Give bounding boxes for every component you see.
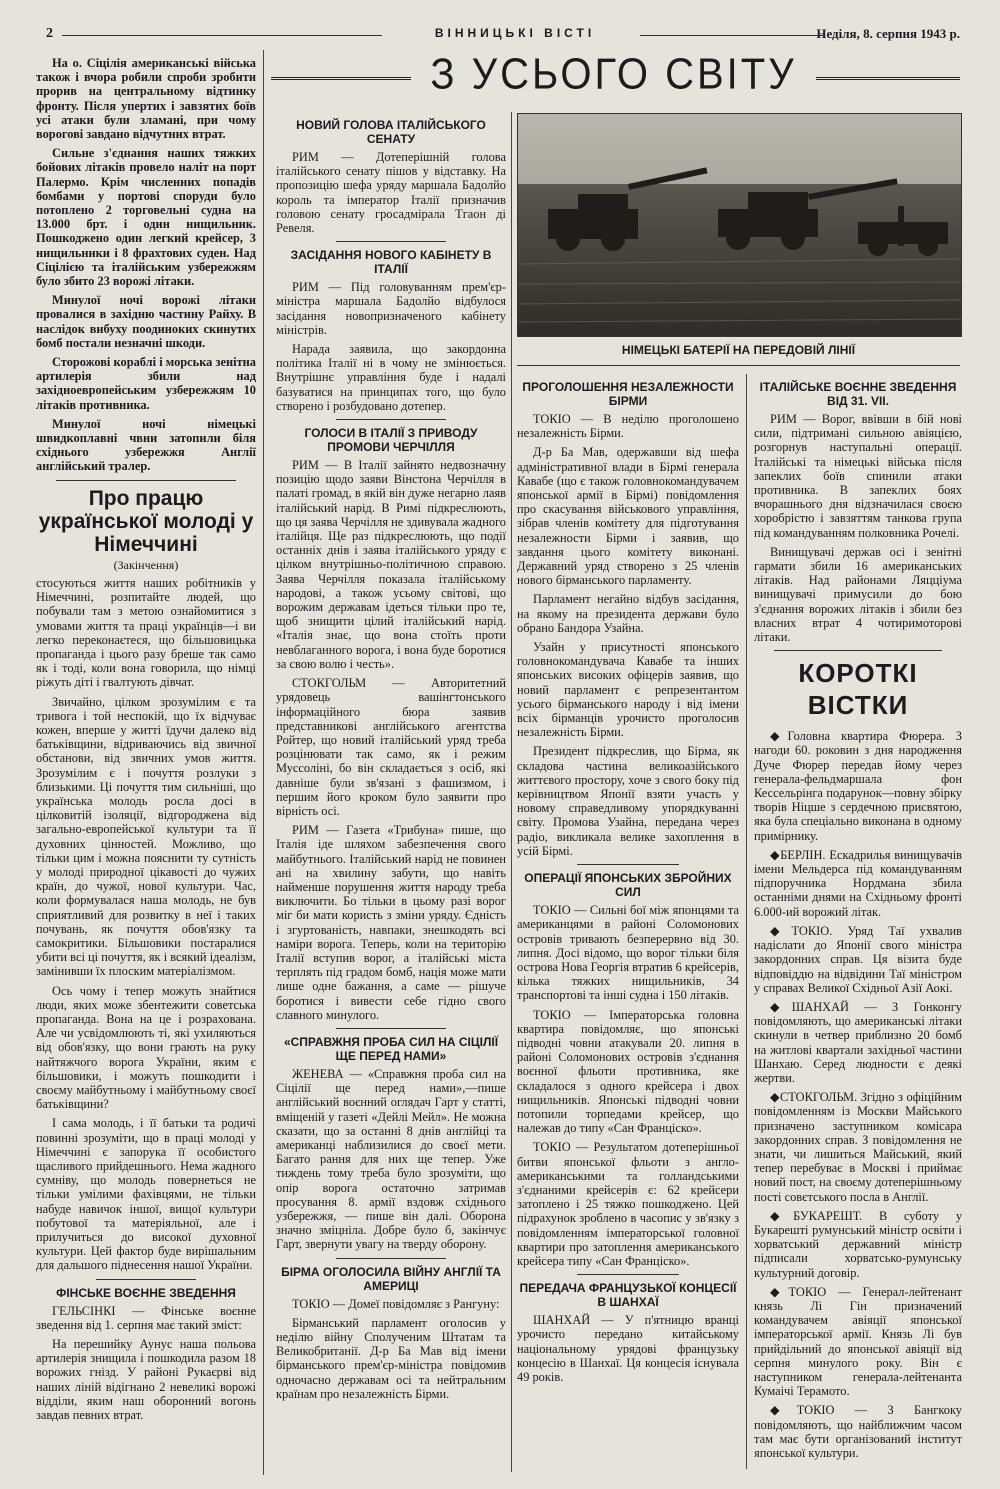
paragraph: ГЕЛЬСІНКІ — Фінське воєнне зведення від 1. серпня має такий зміст: xyxy=(36,1303,256,1332)
page-number: 2 xyxy=(46,26,53,41)
article-title: ГОЛОСИ В ІТАЛІЇ З ПРИВОДУ ПРОМОВИ ЧЕРЧІЛЛЯ xyxy=(304,426,478,455)
divider xyxy=(774,650,942,651)
issue-date: Неділя, 8. серпня 1943 р. xyxy=(816,26,960,41)
article-title: БІРМА ОГОЛОСИЛА ВІЙНУ АНГЛІЇ ТА АМЕРИЦІ xyxy=(281,1264,501,1293)
short-news-item: ◆ШАНХАЙ — З Гонконгу повідомляють, що американські літаки скинули в четвер приблизно 20 бомб на житлові квартали західньої частини Шанхаю. Серед людности є деякі жертви. xyxy=(754,999,962,1085)
paragraph: ШАНХАЙ — У п'ятницю вранці урочисто передано китайському національному урядові французьку концесію в Шанхаї. Ця концесія існувала 49 років. xyxy=(517,1313,739,1384)
paragraph: Президент підкреслив, що Бірма, як складова частина великоазійського життєвого простору, хоче з свого боку під керівництвом Японії взяти участь у новому справедливому упорядкуванні світу. Промова Узайна, передана через радіо, викликала велике захоплення в усій Бірмі. xyxy=(517,744,739,858)
short-news-item: ◆Головна квартира Фюрера. З нагоди 60. роковин з дня народження Дуче Фюрер передав йому через генерала-фельдмаршала фон Кессельрінга подарунок—повну збірку творів Ніцше з сердечною присвятою, яка була спеціально виконана в одному примірнику. xyxy=(754,729,962,843)
column-4 xyxy=(754,374,962,1465)
section-title: З УСЬОГО СВІТУ xyxy=(430,49,797,99)
paragraph: Д-р Ба Мав, одержавши від шефа адміністративної влади в Бірмі генерала Кавабе (що є також головнокомандувачем японської армії в Бірмі) повідомлення про скасування військового управління, зібрав членів комітету для підготування незалежности Бірми і заявив, що завдання цього комітету виконані. Державний уряд створено з 25 членів нового бірманського парламенту. xyxy=(517,445,739,588)
article-title: Про працю української молоді у Німеччині xyxy=(38,486,254,556)
short-news-item: ◆ТОКІО — З Бангкоку повідомляють, що найближчим часом там має бути організований інститут японської культури. xyxy=(754,1403,962,1460)
paragraph: Винищувачі держав осі і зенітні гармати збили 16 американських літаків. Над районами Ляцціума винищувачі примусили до бою з'єднання ворожих літаків і збили без власних втрат 4 чотиримоторові літаки. xyxy=(754,544,962,645)
column-1 xyxy=(36,56,256,1427)
paragraph: ТОКІО — Імператорська головна квартира повідомляє, що японські підводні човни атакували 20. липня в районі Соломонових островів з'єднання воєнної фльоти противника, яке складалося з одного крейсера і двох нищильників. Японські підводні човни потопили торпедами крейсер, що належав до типу «Сан Франціско». xyxy=(517,1007,739,1136)
short-news-item: ◆ТОКІО. Уряд Таї ухвалив надіслати до Японії свого міністра закордонних справ. Ця візита буде відповіддю на відвідини Таї міністром у справах Великої Східньої Азії Аокі. xyxy=(754,923,962,995)
divider xyxy=(577,864,679,865)
short-news-item: ◆ТОКІО — Генерал-лейтенант князь Лі Гін призначений командувачем авіяції японської імператорської армії. Князь Лі був прийдільний до японської авіяції від серпня минулого року. Він є наступником генерала-лейтенанта Кумаічі Терамото. xyxy=(754,1284,962,1399)
paragraph: На о. Сіцілія американські війська також і вчора робили спроби зробити прорив на центральному відтинку фронту. Після упертих і завзятих боїв усі атаки були зламані, при чому ворогові завдано відчутних втрат. xyxy=(36,56,256,142)
finnish-report-title: ФІНСЬКЕ ВОЄННЕ ЗВЕДЕННЯ xyxy=(56,1285,236,1300)
short-news-item: ◆СТОКГОЛЬМ. Згідно з офіційним повідомленням із Москви Майського призначено заступником комісара закордонних справ. З повідомлення не знати, чи лишиться Майський, який тепер перебуває в Москві і приймає новий пост, на своєму дотеперішньому пості совєтського посла в Англії. xyxy=(754,1090,962,1204)
paragraph: Звичайно, цілком зрозумілим є та тривога і той неспокій, що їх відчуває кожен, вперше у житті їдучи далеко від батьківщини, відриваючись від звичної обстанови, від звичних умов життя. Зрозумілим є і почуття розлуки з близькими. Ці почуття тим сильніші, що українська молодь росла досі в цілковитій ізоляції, відгороджена від загально-европейської культури та її духовних цінностей. Можливо, що тільки цим і можна пояснити ту сутність у молоді природної цікавості до чужих країн, до чужої, нової культури. Час, коли формувалася наша молодь, не був сприятливий для розвитку в неї і таких почувань, як почуття обов'язку та самокритики. Більшовики постаралися убити всі ці почуття, як і всякий ідеалізм, замінивши їх плоским матеріалізмом. xyxy=(36,694,256,979)
paragraph: Бірманський парламент оголосив у неділю війну Сполученим Штатам та Великобританії. Д-р Ба Мав від імени бірманського прем'єр-міністра повідомив одночасно державам осі та нейтральним країнам про незалежність Бірми. xyxy=(276,1315,506,1401)
photo-rule xyxy=(517,365,960,366)
war-report xyxy=(36,56,256,474)
short-news-item: ◆БУКАРЕШТ. В суботу у Букарешті румунський міністр освіти і хорватський державний міністр підписали хорватсько-румунську культурний договір. xyxy=(754,1208,963,1280)
banner-rule-right xyxy=(816,77,960,80)
divider xyxy=(577,1274,679,1275)
paragraph: Нарада заявила, що закордонна політика Італії ні в чому не змінюється. Внутрішнє управління буде і надалі базуватися на принципах того, що було створено і розбудовано дотепер. xyxy=(276,342,506,413)
paragraph: Минулої ночі німецькі швидкоплавні чвни затопили біля східнього узбережжя Англії англійський тралер. xyxy=(36,416,256,474)
column-2 xyxy=(276,112,506,1406)
short-news-item: ◆БЕРЛІН. Ескадрилья винищувачів імени Мельдерса під командуванням підпоручника Нордмана збила останніми днями на Східньому фронті 6.000-ий ворожий літак. xyxy=(754,847,962,919)
paragraph: Парламент негайно відбув засідання, на якому на президента держави було обрано Бандора Узайна. xyxy=(517,592,739,635)
paragraph: ТОКІО — Результатом дотеперішньої битви японської фльоти з англо-американськими та голландськими з'єднаними крейсерів є: 62 крейсери затоплено і 25 тяжко пошкоджено. Цей підрахунок зроблено в часопис у зв'язку з повідомленням імператорської головної квартири про затоплення американського крейсера типу «Сан Франціско». xyxy=(517,1140,739,1268)
paragraph: РИМ — Ворог, ввівши в бій нові сили, підтримані сильною авіяцією, розгорнув наступальні операції. Італійські та німецькі війська після запеклих боїв спинили атаки противника. В запеклих боях вчорашнього дня відзначилася своєю хоробрістю і завзяттям танкова група під командуванням полковника Рочелі. xyxy=(754,412,962,540)
artillery-field-image xyxy=(518,114,961,336)
article-title: «СПРАВЖНЯ ПРОБА СИЛ НА СІЦІЛІЇ ЩЕ ПЕРЕД НАМИ» xyxy=(283,1034,499,1063)
bullet-icon: ◆ xyxy=(770,1403,797,1418)
bullet-icon: ◆ xyxy=(770,1208,794,1223)
column-rule xyxy=(263,50,264,1475)
masthead xyxy=(40,24,960,46)
paragraph: Ось чому і тепер можуть знайтися люди, яких може збентежити советська пропаганда. Вона на це і розрахована. Але чи усвідомлюють ті, які ухиляються від обов'язку, що вони грають на руку найтяжчого ворога України, яким є більшовики, і можуть пошкодити і своєму майбутньому і майбутньому своєї батьківщини? xyxy=(36,983,256,1112)
paragraph: Узайн у присутності японського головнокомандувача Кавабе та інших японських високих офіцерів заявив, що новий парламент є репрезентантом усього бірманського народу і від імени всіх бірманців урочисто проголосив незалежність Бірми. xyxy=(517,640,739,740)
paper-name: ВІННИЦЬКІ ВІСТІ xyxy=(434,26,596,40)
section-banner xyxy=(271,49,960,107)
article-title: ОПЕРАЦІЇ ЯПОНСЬКИХ ЗБРОЙНИХ СИЛ xyxy=(524,871,732,900)
divider xyxy=(336,241,446,242)
paragraph: ЖЕНЕВА — «Справжня проба сил на Сіцілії ще перед нами»,—пише англійський воєнний оглядач Гарт у статті, вміщеній у газеті «Дейлі Мейл». Не можна сказати, що за останні 8 днів англійці та американці наблизилися до своєї мети. Багато рання для них ще тепер. Уже тиждень тому треба було зрозуміти, що опір ворога остаточно затримав просування 8. армії вздовж східнього узбережжя, — пише він далі. Оборона значно зміцніла. Добре було б, закінчує Гарт, звернути увагу на тверду оборону. xyxy=(276,1066,506,1252)
paragraph: Сильне з'єднання наших тяжких бойових літаків провело наліт на порт Палермо. Крім численних попадів бомбами у портові споруди було потоплено 2 торговельні судна на 13.000 брт. і один нищильник. Пошкоджено один легкий крейсер, 3 нищильники і 8 фрахтових суден. Над Сіцілією та італійським узбережжям було збито 23 ворожі літаки. xyxy=(36,146,256,289)
paragraph: РИМ — Дотеперішній голова італійського сенату пішов у відставку. На пропозицію шефа уряду маршала Бадолйо король та імператор Італії призначив головою сенату гросадмірала Тгаон ді Ревеля. xyxy=(276,150,506,236)
paragraph: ТОКІО — Домеї повідомляє з Рангуну: xyxy=(292,1296,500,1311)
article-title: ІТАЛІЙСЬКЕ ВОЄННЕ ЗВЕДЕННЯ ВІД 31. VII. xyxy=(759,380,957,408)
bullet-icon: ◆ xyxy=(770,1284,789,1299)
paragraph: РИМ — Газета «Трибуна» пише, що Італія іде шляхом забезпечення свого майбутнього. Італійський нарід не повинен ані на хвилину забути, що навіть найменше порушення життя народу треба виключити. Бо тільки в цьому разі ворог міг би мати користь з зміни уряду. Єдність і згуртованість, навпаки, знешкодять всі наміри ворога. Теперь, коли на територію Італії вступив ворог, а італійські міста терплять під градом бомб, нація може мати лише одне бажання, а саме — рішуче боротися і вивести себе гідно свого славного минулого. xyxy=(276,823,506,1022)
divider xyxy=(96,1279,196,1280)
paragraph: І сама молодь, і її батьки та родичі повинні зрозуміти, що в праці молоді у Німеччині є запорука її особистого щасливого прийдешнього. Нема жадного сумніву, що молодь повернеться не тільки умілими фахівцями, не тільки набуде навичок іншої, вищої культури побутової та матеріяльної, але і прилучиться до високої духовної культури. Цей фактор буде вирішальним для дальшого піднесення нашої України. xyxy=(36,1116,256,1273)
bullet-icon: ◆ xyxy=(770,923,792,938)
banner-rule-left xyxy=(271,77,411,80)
column-3 xyxy=(517,374,739,1389)
paragraph: РИМ — В Італії зайнято недвозначну позицію щодо заяви Вінстона Черчілля в палаті громад, в якій він дуже негарно лаяв італійський нарід. В Римі підкреслюють, що ця заява Черчілля не здивувала жадного італійця. Ще раз підкреслюють, що події останніх днів і заява італійського уряду є цілком внутрішньо-політичною справою. Заява Черчілля показала італійському народові, а також усьому світові, що ворожим державам ідеться тільки про те, щоб знищити цілий італійський нарід. «Італія знає, що вона стоїть проти невблаганного ворога, і вона буде боротися за свою волю і честь». xyxy=(276,458,506,671)
photo-caption: НІМЕЦЬКІ БАТЕРІЇ НА ПЕРЕДОВІЙ ЛІНІЇ xyxy=(621,343,856,357)
short-news-title: КОРОТКІ ВІСТКИ xyxy=(798,658,918,721)
article-title: ПРОГОЛОШЕННЯ НЕЗАЛЕЖНОСТИ БІРМИ xyxy=(522,380,734,408)
paragraph: РИМ — Під головуванням прем'єр-міністра маршала Бадолйо відбулося засідання новопризначеного кабінету міністрів. xyxy=(276,280,506,337)
article-subtitle: (Закінчення) xyxy=(113,557,179,572)
column-rule xyxy=(746,374,747,1469)
paragraph: Минулої ночі ворожі літаки провалися в західню частину Райху. В наслідок вибуху поодиноких скинутих бомб постали незначні шкоди. xyxy=(36,293,256,350)
bullet-icon: ◆ xyxy=(770,999,792,1014)
column-rule xyxy=(511,112,512,1472)
bullet-icon: ◆ xyxy=(770,847,781,862)
article-title: НОВИЙ ГОЛОВА ІТАЛІЙСЬКОГО СЕНАТУ xyxy=(296,118,486,146)
article-title: ПЕРЕДАЧА ФРАНЦУЗЬКОЇ КОНЦЕСІЇ В ШАНХАЇ xyxy=(519,1281,737,1310)
divider xyxy=(336,419,446,420)
paragraph: стосуються життя наших робітників у Німеччині, розпитайте людей, що побували там з метою ознайомитися з умовами життя та праці українців—і ви легко переконаєтеся, що більшовицька пропаганда і цього разу бреше так само як і тоді, коли вона говорила, що німці ріжуть діті і гвалтують дівчат. xyxy=(36,575,256,690)
news-photo xyxy=(517,113,962,337)
bullet-icon: ◆ xyxy=(770,1090,780,1105)
bullet-icon: ◆ xyxy=(770,729,788,744)
divider xyxy=(336,1028,446,1029)
article-title: ЗАСІДАННЯ НОВОГО КАБІНЕТУ В ІТАЛІЇ xyxy=(290,248,492,277)
paragraph: Сторожові кораблі і морська зенітна артилерія збили над західноевропейським узбережжям 10 літаків противника. xyxy=(36,355,256,412)
paragraph: СТОКГОЛЬМ — Авторитетний урядовець вашінгтонського інформаційного бюра заявив представникові англійського агентства Ройтер, що новий італійський уряд треба розцінювати так само, як і режим Муссоліні, бо він складається з осіб, які давніше були зв'язані з фашизмом, і першим його кроком було заявити про вірність осі. xyxy=(276,676,506,818)
paragraph: ТОКІО — Сильні бої між японцями та американцями в районі Соломонових островів тривають безперервно від 30. липня. Досі відомо, що ворог тільки біля острова Нова Георгія втратив 6 крейсерів, кілька тяжких нищильників, 34 транспортові та інші судна і 150 літаків. xyxy=(517,903,739,1003)
divider xyxy=(56,480,236,481)
paragraph: На перешийку Аунус наша польова артилерія знищила і пошкодила разом 18 ворожих гнізд. У районі Рукаєрві від наших ліній відігнано 2 невеликі ворожі відділи, яким наш оборонний вогонь завдав певних втрат. xyxy=(36,1337,256,1423)
paragraph: ТОКІО — В неділю проголошено незалежність Бірми. xyxy=(517,412,739,441)
masthead-rule-left xyxy=(62,35,382,36)
divider xyxy=(336,1258,446,1259)
